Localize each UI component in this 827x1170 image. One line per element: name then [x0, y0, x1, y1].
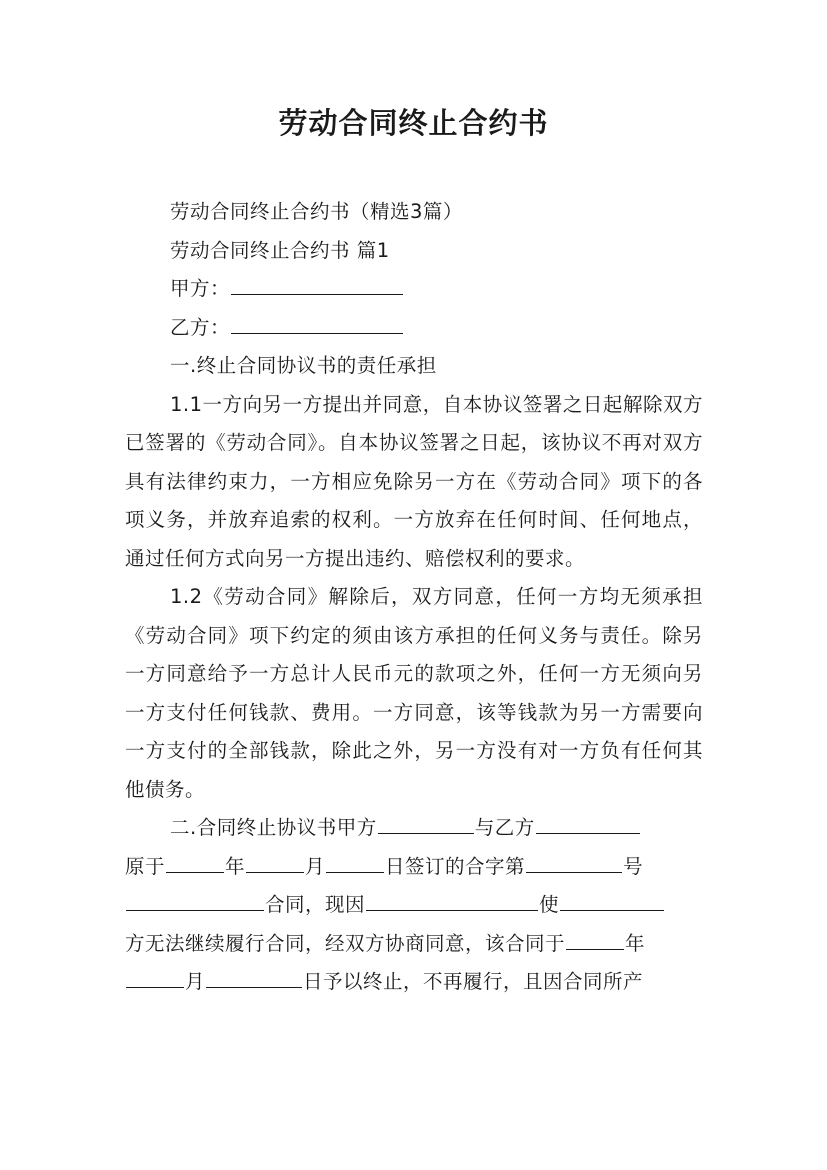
clause-1-2: 1.2《劳动合同》解除后，双方同意，任何一方均无须承担《劳动合同》项下约定的须由该方承担的任何义务与责任。除另一方同意给予一方总计人民币元的款项之外，任何一方无须向另一方支付任何钱款、费用。一方同意，该等钱款为另一方需要向一方支付的全部钱款，除此之外，另一方没有对一方负有任何其他债务。: [125, 585, 703, 801]
clause-2-text: 日签订的合字第: [385, 854, 526, 878]
clause-2-line-5: [125, 963, 703, 1002]
clause-2-text: 方无法继续履行合同，经双方协商同意，该合同于: [125, 931, 566, 955]
party-b-line: [125, 309, 703, 348]
blank-end-year: [566, 929, 624, 950]
blank-contract-name: [126, 890, 264, 911]
clause-2-text: 月: [185, 970, 206, 993]
clause-2-line-4: [125, 925, 703, 964]
clause-2-text: 原于: [125, 854, 166, 878]
blank-party-b: [536, 813, 640, 834]
party-a-line: [125, 270, 703, 309]
clause-2-line-1: [125, 809, 703, 848]
section-heading: 劳动合同终止合约书 篇1: [170, 238, 390, 262]
document-title: 劳动合同终止合约书: [278, 106, 549, 140]
blank-end-day: [206, 967, 302, 988]
blank-party-a: [378, 813, 474, 834]
clause-2-text: 日予以终止，不再履行，且因合同所产: [303, 970, 644, 993]
clause-2: [125, 809, 703, 1002]
clause-2-text: 号: [623, 854, 644, 878]
clause-2-text: 使: [539, 893, 560, 916]
clause-1-1: 1.1一方向另一方提出并同意，自本协议签署之日起解除双方已签署的《劳动合同》。自本协议签署之日起，该协议不再对双方具有法律约束力，一方相应免除另一方在《劳动合同》项下的各项义务，并放弃追索的权利。一方放弃在任何时间、任何地点，通过任何方式向另一方提出违约、赔偿权利的要求。: [125, 392, 703, 570]
blank-end-month-pre: [126, 967, 184, 988]
clause-2-text: 二.合同终止协议书甲方: [170, 816, 377, 839]
clause-2-text: 与乙方: [474, 816, 535, 839]
clause-2-text: 年: [225, 854, 246, 878]
blank-party: [560, 890, 664, 911]
document-body: [125, 193, 703, 1002]
party-b-label: 乙方：: [170, 315, 231, 339]
clause-2-line-2: [125, 848, 703, 887]
blank-reason: [366, 890, 538, 911]
blank-day: [326, 852, 384, 873]
party-b-blank: [231, 313, 403, 334]
party-a-label: 甲方：: [170, 277, 231, 300]
heading-liability: 一.终止合同协议书的责任承担: [170, 354, 437, 377]
clause-2-line-3: [125, 886, 703, 925]
blank-contract-no: [526, 852, 622, 873]
party-a-blank: [231, 274, 403, 295]
blank-year: [166, 852, 224, 873]
blank-month: [246, 852, 304, 873]
clause-2-text: 月: [305, 854, 326, 878]
clause-2-text: 年: [625, 931, 646, 955]
clause-2-text: 合同，现因: [265, 893, 366, 916]
document-subtitle: 劳动合同终止合约书（精选3篇）: [170, 200, 463, 223]
